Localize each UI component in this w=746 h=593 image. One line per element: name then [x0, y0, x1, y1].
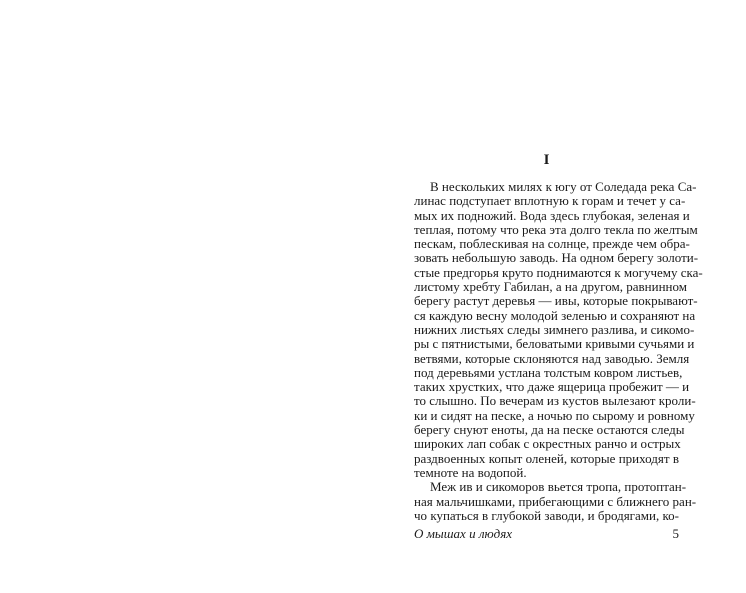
text-line: ветвями, которые склоняются над заводью. Земля — [414, 350, 690, 366]
text-line: таких хрустких, что даже ящерица пробежит — и — [414, 379, 690, 395]
text-line: темноте на водопой. — [414, 464, 527, 480]
text-line: стые предгорья круто поднимаются к могучему ска- — [414, 264, 703, 280]
text-line: мых их подножий. Вода здесь глубокая, зеленая и — [414, 207, 690, 223]
text-line: теплая, потому что река эта долго текла по желтым — [414, 221, 698, 237]
text-line: зовать небольшую заводь. На одном берегу золоти- — [414, 250, 699, 266]
text-line: чо купаться в глубокой заводи, и бродягами, ко- — [414, 507, 679, 523]
text-line: то слышно. По вечерам из кустов вылезают кроли- — [414, 393, 696, 409]
text-line: ры с пятнистыми, беловатыми кривыми сучьями и — [414, 336, 695, 352]
running-title: О мышах и людях — [414, 526, 513, 541]
text-line: листому хребту Габилан, а на другом, равнинном — [414, 279, 687, 295]
text-line: раздвоенных копыт оленей, которые приходят в — [414, 450, 679, 466]
text-line: линас подступает вплотную к горам и течет у са- — [414, 193, 686, 209]
body-text — [414, 179, 703, 523]
text-line: ная мальчишками, прибегающими с ближнего ран- — [414, 493, 697, 509]
page-number: 5 — [672, 526, 679, 541]
text-line: пескам, поблескивая на солнце, прежде чем обра- — [414, 236, 690, 252]
chapter-heading: I — [543, 152, 550, 168]
text-line: Меж ив и сикоморов вьется тропа, протоптан- — [430, 479, 687, 495]
text-line: берегу растут деревья — ивы, которые покрывают- — [414, 293, 698, 309]
text-line: под деревьями устлана толстым ковром листьев, — [414, 364, 683, 380]
text-line: широких лап собак с окрестных ранчо и острых — [414, 436, 681, 452]
text-line: В нескольких милях к югу от Соледада река Са- — [430, 179, 697, 194]
page-footer — [414, 527, 679, 541]
text-line: берегу снуют еноты, да на песке остаются следы — [414, 422, 685, 438]
text-line: нижних листьях следы зимнего разлива, и сикомо- — [414, 321, 695, 337]
text-line: ки и сидят на песке, а ночью по сырому и ровному — [414, 407, 695, 423]
text-line: ся каждую весну молодой зеленью и сохраняют на — [414, 307, 696, 323]
